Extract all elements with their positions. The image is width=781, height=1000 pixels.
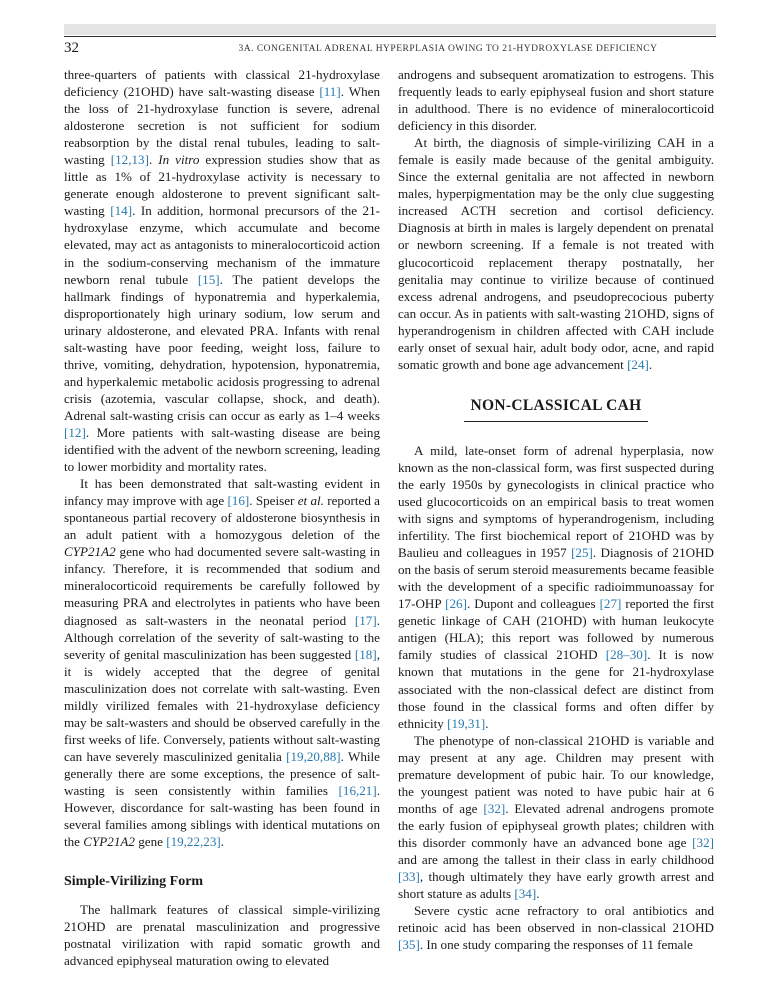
header-bar	[64, 24, 716, 35]
citation-link[interactable]: [32]	[483, 800, 506, 816]
citation-link[interactable]: [24]	[627, 356, 649, 372]
paragraph-acne: Severe cystic acne refractory to oral antibiotics and retinoic acid has been observed in non-classical 21OHD [35]. In one study comparing the responses of 11 female	[398, 903, 714, 953]
citation-link[interactable]: [12]	[64, 424, 86, 440]
citation-link[interactable]: [19,20,88]	[286, 748, 341, 764]
citation-link[interactable]: [15]	[197, 271, 220, 287]
citation-link[interactable]: [26]	[445, 596, 467, 612]
paragraph-salt-wasting-age: It has been demonstrated that salt-wasting evident in infancy may improve with age [16]. Speiser et al. reported a spontaneous partial recovery of aldosterone biosynthesis in an adult patient with a homozygous deletion of the CYP21A2 gene who had documented severe salt-wasting in infancy. Therefore, it is recommended that sodium and mineralocorticoid requirements be carefully followed by measuring PRA and electrolytes in patients who have been diagnosed as salt-wasters in the neonatal period [17]. Although correlation of the severity of salt-wasting to the severity of genital masculinization has been suggested [18], it is widely accepted that the degree of genital masculinization does not correlate with salt-wasting. Even mildly virilized females with 21-hydroxylase deficiency may be salt-wasters and should be observed carefully in the first weeks of life. Conversely, patients without salt-wasting can have severely masculinized genitalia [19,20,88]. While generally there are some exceptions, the presence of salt-wasting is seen consistently within families [16,21]. However, discordance for salt-wasting has been found in several families among siblings with identical mutations on the CYP21A2 gene [19,22,23].	[64, 476, 380, 850]
citation-link[interactable]: [19,22,23]	[166, 834, 221, 850]
citation-link[interactable]: [14]	[110, 203, 133, 219]
citation-link[interactable]: [28–30]	[605, 647, 648, 663]
paragraph-androgens: androgens and subsequent aromatization to estrogens. This frequently leads to early epiphyseal fusion and short stature in adulthood. There is no evidence of mineralocorticoid deficiency in this disorder.	[398, 67, 714, 134]
citation-link[interactable]: [27]	[599, 596, 622, 612]
citation-link[interactable]: [11]	[319, 84, 341, 100]
paragraph-diagnosis-at-birth: At birth, the diagnosis of simple-virilizing CAH in a female is easily made because of the genital ambiguity. Since the external genitalia are not affected in newborn males, hyperpigmentation may be the only clue suggesting increased ACTH secretion and cortisol deficiency. Diagnosis at birth in males is largely dependent on prenatal or newborn screening. If a female is not treated with glucocorticoid replacement therapy postnatally, her genitalia may continue to virilize because of continued excess adrenal androgens, and pseudoprecocious puberty can occur. As in patients with salt-wasting 21OHD, signs of hyperandrogenism in children affected with CAH include early onset of sexual hair, adult body odor, acne, and rapid somatic growth and bone age advancement [24].	[398, 135, 714, 372]
citation-link[interactable]: [35]	[398, 937, 420, 953]
paragraph-simple-virilizing: The hallmark features of classical simple-virilizing 21OHD are prenatal masculinization and progressive postnatal virilization with rapid somatic growth and advanced epiphyseal maturation owing to elevated	[64, 902, 380, 969]
header-rule	[64, 36, 716, 37]
citation-link[interactable]: [12,13]	[110, 152, 149, 168]
right-column	[398, 66, 714, 953]
citation-link[interactable]: [19,31]	[447, 715, 486, 731]
citation-link[interactable]: [25]	[571, 545, 593, 561]
citation-link[interactable]: [16]	[227, 493, 250, 509]
citation-link[interactable]: [18]	[354, 646, 377, 662]
citation-link[interactable]: [16,21]	[338, 782, 377, 798]
subheading-simple-virilizing: Simple-Virilizing Form	[64, 874, 204, 890]
paragraph-non-classical-history: A mild, late-onset form of adrenal hyperplasia, now known as the non-classical form, was first suspected during the early 1950s by gynecologists in clinical practice who used glucocorticoids on an empirical basis to treat women with signs and symptoms of hyperandrogenism, including infertility. The first biochemical report of 21OHD was by Baulieu and colleagues in 1957 [25]. Diagnosis of 21OHD on the basis of serum steroid measurements became feasible with the development of a specific radioimmunoassay for 17-OHP [26]. Dupont and colleagues [27] reported the first genetic linkage of CAH (21OHD) with human leukocyte antigen (HLA); this report was followed by numerous family studies of classical 21OHD [28–30]. It is now known that mutations in the gene for 21-hydroxylase associated with the non-classical defect are distinct from those found in the classical forms and often differ by ethnicity [19,31].	[398, 442, 715, 731]
citation-link[interactable]: [32]	[692, 834, 714, 850]
paragraph-phenotype: The phenotype of non-classical 21OHD is variable and may present at any age. Children may present with premature development of pubic hair. To our knowledge, the youngest patient was noted to have pubic hair at 6 months of age [32]. Elevated adrenal androgens promote the early fusion of epiphyseal growth plates; children with this disorder commonly have an advanced bone age [32] and are among the tallest in their class in early childhood [33], though ultimately they have early growth arrest and short stature as adults [34].	[398, 732, 714, 902]
section-title-non-classical: NON-CLASSICAL CAH	[470, 396, 642, 414]
citation-link[interactable]: [33]	[398, 869, 420, 885]
section-rule	[464, 421, 648, 422]
citation-link[interactable]: [17]	[354, 612, 377, 628]
page-number: 32	[64, 40, 79, 56]
citation-link[interactable]: [34]	[514, 886, 537, 902]
paragraph-salt-wasting: three-quarters of patients with classical 21-hydroxylase deficiency (21OHD) have salt-wasting disease [11]. When the loss of 21-hydroxylase function is severe, adrenal aldosterone secretion is not sufficient for sodium reabsorption by the distal renal tubules, leading to salt-wasting [12,13]. In vitro expression studies show that as little as 1% of 21-hydroxylase activity is necessary to generate enough aldosterone to prevent significant salt-wasting [14]. In addition, hormonal precursors of the 21-hydroxylase enzyme, which accumulate and become elevated, may act as antagonists to mineralocorticoid action in the sodium-conserving mechanism of the immature newborn renal tubule [15]. The patient develops the hallmark findings of hyponatremia and hyperkalemia, disproportionately high urinary sodium, low serum and urinary aldosterone, and elevated PRA. Infants with renal salt-wasting have poor feeding, weight loss, failure to thrive, vomiting, dehydration, hypotension, hyponatremia, and hyperkalemic metabolic acidosis progressing to adrenal crisis (azotemia, vascular collapse, shock, and death). Adrenal salt-wasting crisis can occur as early as 1–4 weeks [12]. More patients with salt-wasting disease are being identified with the advent of the newborn screening, leading to lower morbidity and mortality rates.	[64, 67, 380, 475]
left-column	[64, 66, 380, 969]
running-head: 3A. CONGENITAL ADRENAL HYPERPLASIA OWING TO 21-HYDROXYLASE DEFICIENCY	[238, 44, 658, 54]
